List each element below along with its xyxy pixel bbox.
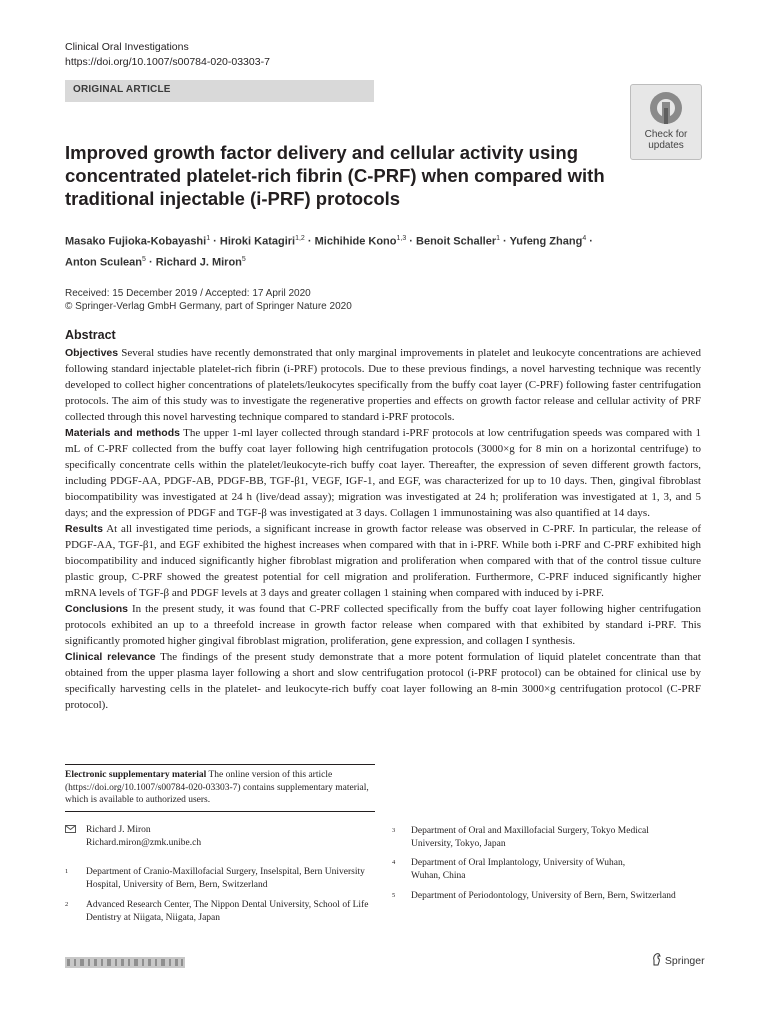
author-affiliation-marker: 5 (241, 255, 246, 263)
abstract-section (65, 649, 701, 713)
esm-label: Electronic supplementary material (65, 770, 207, 780)
author-affiliation-marker: 1,3 (396, 235, 407, 242)
abstract-section (65, 601, 701, 649)
author-name[interactable]: Hiroki Katagiri (219, 235, 296, 248)
affiliation-3: 3 Department of Oral and Maxillofacial Surgery, Tokyo Medical University, Tokyo, Japan (392, 826, 649, 849)
esm-divider-bottom (65, 811, 375, 812)
updates-label: updates (648, 140, 684, 151)
journal-name: Clinical Oral Investigations (65, 41, 189, 53)
publisher-logo (651, 953, 705, 967)
journal-header (65, 40, 270, 70)
corresponding-email[interactable]: Richard.miron@zmk.unibe.ch (86, 837, 202, 848)
envelope-icon (65, 825, 76, 833)
corresponding-author: Richard J. Miron (86, 825, 151, 835)
publisher-name: Springer (664, 955, 705, 967)
article-type-banner (65, 80, 374, 102)
author-affiliation-marker: 5 (142, 255, 146, 263)
affiliation-1: 1 Department of Cranio-Maxillofacial Surgery, Inselspital, Bern University Hospital, University of Bern, Bern, Switzerland (65, 867, 365, 890)
esm-text: The online version of this article (https://doi.org/10.1007/s00784-020-03303-7) contains supplementary material, which is available to authorized users. (65, 770, 369, 805)
author-name[interactable]: Benoit Schaller (416, 235, 497, 248)
author-name[interactable]: Masako Fujioka-Kobayashi (65, 235, 207, 248)
abstract-section-label: Materials and methods (65, 427, 180, 439)
abstract-section (65, 521, 701, 601)
abstract-section-text: The upper 1-ml layer collected through standard i-PRF protocols at low centrifugation speeds was compared with 1 mL of C-PRF collected from the buffy coat layer following high centrifugation protocols (3000×g for 8 min on a horizontal centrifuge) to specifically concentrate cells within the platelet/leukocyte-rich buffy coat layer. Thereafter, the expression of seven different growth factors, including PDGF-AA, PDGF-AB, PDGF-BB, TGF-β1, VEGF, IGF-1, and EGF, was characterized for up to 10 days. Then, gingival fibroblast biocompatibility was investigated at 24 h (live/dead assay); migration was investigated at 24 h; proliferation was investigated at 1, 3, and 5 days; and the expression of PDGF and TGF-β was investigated at 3 days. Collagen 1 immunostaining was also quantified at 14 days. (65, 427, 702, 519)
abstract-body (65, 345, 701, 713)
author-name[interactable]: Anton Sculean (65, 256, 143, 269)
abstract-section-label: Objectives (65, 347, 119, 359)
abstract-section (65, 425, 701, 521)
received-accepted: Received: 15 December 2019 / Accepted: 17 April 2020 (65, 288, 311, 299)
electronic-supplementary-note (65, 769, 377, 807)
abstract-section-text: Several studies have recently demonstrated that only marginal improvements in platelet and leukocyte concentrations are achieved following standard injectable platelet-rich fibrin (i-PRF) protocols. Due to these previous findings, a novel harvesting technique was recently developed to collect higher concentrations of platelets/leukocytes specifically from the buffy coat layer (C-PRF) following faster centrifugation protocols. The aim of this study was to investigate the regenerative properties and effects on growth factor release and cellular activity of PRF collected through this novel harvesting technique compared to standard i-PRF protocols. (65, 347, 702, 423)
article-type-label: ORIGINAL ARTICLE (73, 84, 171, 95)
crossmark-icon (648, 90, 684, 126)
copyright-line: © Springer-Verlag GmbH Germany, part of Springer Nature 2020 (65, 301, 352, 312)
abstract-section-label: Clinical relevance (65, 651, 156, 663)
author-name[interactable]: Richard J. Miron (155, 256, 242, 269)
article-title: Improved growth factor delivery and cellular activity using concentrated platelet-rich fibrin (C-PRF) when compared with traditional injectable (i-PRF) protocols (65, 142, 605, 209)
affiliation-5: 5 Department of Periodontology, University of Bern, Bern, Switzerland (392, 891, 676, 901)
check-for-label: Check for (644, 129, 688, 140)
abstract-section-text: The findings of the present study demonstrate that a more potent formulation of liquid platelet concentrate than that obtained from the upper plasma layer following a short and slow centrifugation protocol (i-PRF protocol) can be obtained for clinical use by specifically harvesting cells in the platelet- and leukocyte-rich buffy coat layer following an 8-min 3000×g centrifugation protocol (C-PRF protocol). (65, 651, 701, 711)
author-name[interactable]: Yufeng Zhang (509, 235, 583, 248)
abstract-section-label: Results (65, 523, 103, 535)
abstract-section (65, 345, 701, 425)
barcode-strip (65, 957, 185, 968)
journal-doi[interactable]: https://doi.org/10.1007/s00784-020-03303-7 (65, 56, 270, 68)
author-affiliation-marker: 1 (206, 235, 211, 242)
correspondence (86, 824, 201, 849)
author-affiliation-marker: 4 (582, 235, 587, 242)
abstract-section-text: At all investigated time periods, a significant increase in growth factor release was observed in C-PRF. In particular, the release of PDGF-AA, TGF-β1, and EGF exhibited the highest increases when compared with that in i-PRF. While both i-PRF and C-PRF exhibited high biocompatibility and induced significantly higher fibroblast migration and proliferation when compared with that of the control tissue culture plastic group, C-PRF showed the greatest potential for cell migration and proliferation. Furthermore, C-PRF induced significantly higher mRNA levels of TGF-β and PDGF levels at 3 days and greater collagen 1 staining when compared with induced by i-PRF. (65, 523, 701, 599)
author-affiliation-marker: 1,2 (295, 235, 305, 242)
author-affiliation-marker: 1 (496, 235, 500, 242)
abstract-heading: Abstract (65, 328, 116, 342)
esm-divider-top (65, 764, 375, 765)
springer-horse-icon (651, 953, 662, 966)
affiliation-4: 4 Department of Oral Implantology, University of Wuhan, Wuhan, China (392, 858, 626, 881)
abstract-section-text: In the present study, it was found that C-PRF collected specifically from the buffy coat layer following higher centrifugation protocols exhibited an up to a threefold increase in growth factor release when compared with that exhibited by standard i-PRF. This significantly promoted higher gingival fibroblast migration, proliferation, gene expression, and collagen I synthesis. (65, 603, 701, 647)
abstract-section-label: Conclusions (65, 603, 129, 615)
author-list: Masako Fujioka-Kobayashi$^1$ · Hiroki Katagiri$^{1,2}$ · Michihide Kono$^{1,3}$ · Benoit Schaller$^1$ · Yufeng Zhang$^4$ · Anton Sculean$^5$ · Richard J. Miron$^5$ (65, 235, 593, 269)
affiliation-2: 2 Advanced Research Center, The Nippon Dental University, School of Life Dentistry at Niigata, Niigata, Japan (65, 900, 369, 923)
check-for-updates-badge[interactable] (630, 84, 702, 160)
author-name[interactable]: Michihide Kono (314, 235, 397, 248)
article-dates (65, 287, 352, 313)
